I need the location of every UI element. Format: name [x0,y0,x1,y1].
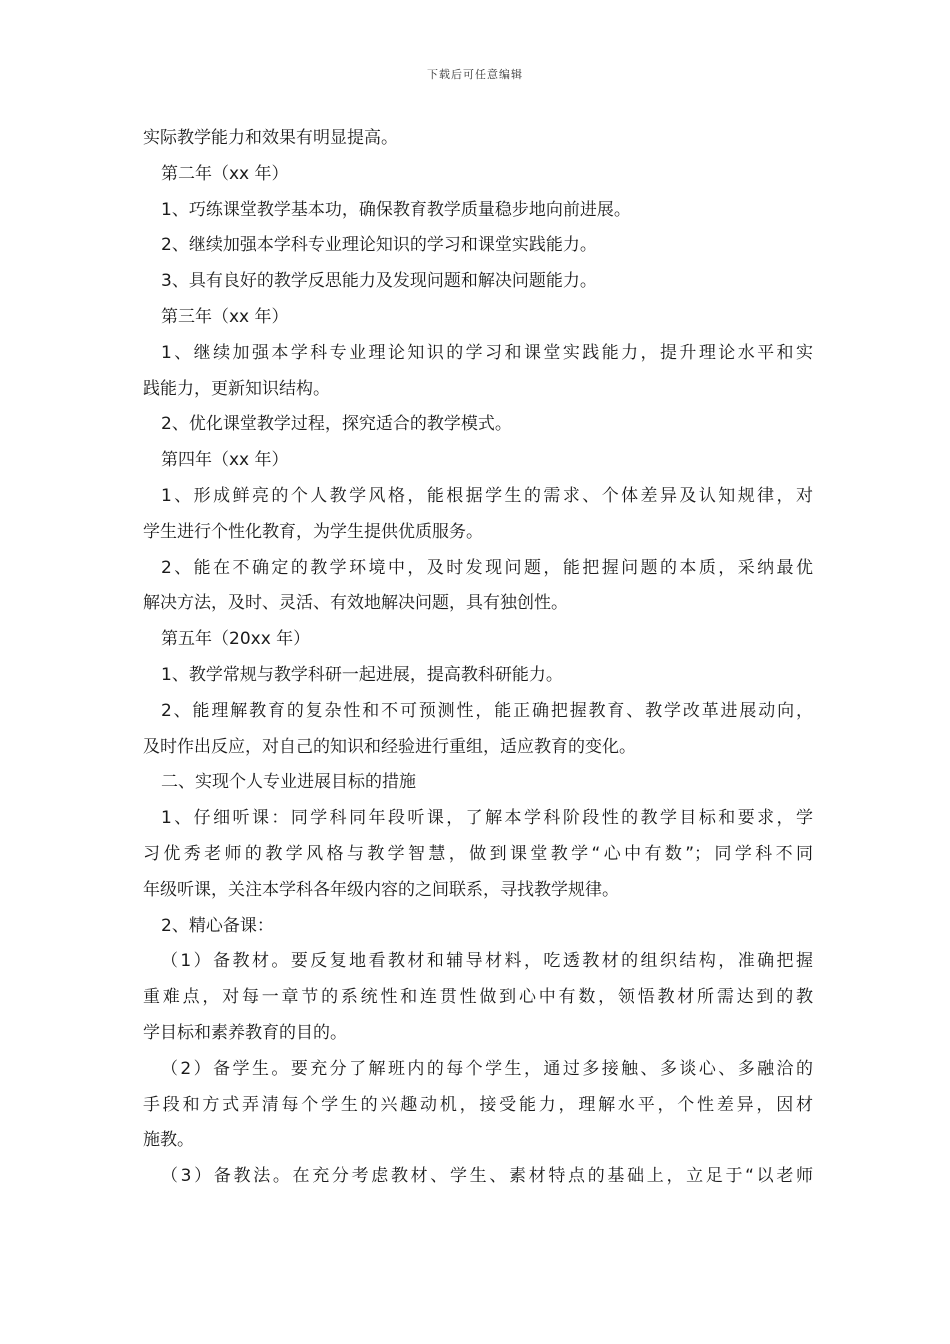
text-line: 二、实现个人专业进展目标的措施 [161,772,416,793]
text-line: 1、形成鲜亮的个人教学风格，能根据学生的需求、个体差异及认知规律，对 [161,485,813,506]
text-line: 及时作出反应，对自己的知识和经验进行重组，适应教育的变化。 [143,736,636,757]
text-line: 学目标和素养教育的目的。 [143,1022,347,1043]
text-line: 第二年（xx 年） [161,163,289,184]
text-line: 1、继续加强本学科专业理论知识的学习和课堂实践能力，提升理论水平和实 [161,342,813,363]
text-line: 1、仔细听课：同学科同年段听课，了解本学科阶段性的教学目标和要求，学 [161,808,813,829]
text-line: 年级听课，关注本学科各年级内容的之间联系，寻找教学规律。 [143,879,619,900]
text-line: 2、能理解教育的复杂性和不可预测性，能正确把握教育、教学改革进展动向， [161,700,813,721]
text-line: （3）备教法。在充分考虑教材、学生、素材特点的基础上，立足于“以老师 [161,1166,813,1187]
text-line: （2）备学生。要充分了解班内的每个学生，通过多接触、多谈心、多融洽的 [161,1058,813,1079]
text-line: 解决方法，及时、灵活、有效地解决问题，具有独创性。 [143,593,568,614]
text-line: 1、教学常规与教学科研一起进展，提高教科研能力。 [161,664,563,685]
text-line: 第三年（xx 年） [161,306,289,327]
text-line: 2、优化课堂教学过程，探究适合的教学模式。 [161,414,512,435]
text-line: 第四年（xx 年） [161,450,289,471]
text-line: 手段和方式弄清每个学生的兴趣动机，接受能力，理解水平，个性差异，因材 [143,1094,813,1115]
text-line: 2、精心备课： [161,915,274,936]
document-body [143,121,813,1195]
text-line: 2、继续加强本学科专业理论知识的学习和课堂实践能力。 [161,235,597,256]
page-header: 下载后可任意编辑 [427,68,523,81]
text-line: 2、能在不确定的教学环境中，及时发现问题，能把握问题的本质，采纳最优 [161,557,813,578]
text-line: 实际教学能力和效果有明显提高。 [143,128,398,148]
text-line: 习优秀老师的教学风格与教学智慧，做到课堂教学“心中有数”；同学科不同 [143,843,813,864]
text-line: 第五年（20xx 年） [161,629,311,650]
text-line: 学生进行个性化教育，为学生提供优质服务。 [143,521,483,542]
text-line: 重难点，对每一章节的系统性和连贯性做到心中有数，领悟教材所需达到的教 [143,987,813,1008]
text-line: 3、具有良好的教学反思能力及发现问题和解决问题能力。 [161,271,597,292]
text-line: 1、巧练课堂教学基本功，确保教育教学质量稳步地向前进展。 [161,199,631,220]
text-line: 践能力，更新知识结构。 [143,378,330,399]
text-line: 施教。 [143,1130,194,1151]
text-line: （1）备教材。要反复地看教材和辅导材料，吃透教材的组织结构，准确把握 [161,951,813,972]
